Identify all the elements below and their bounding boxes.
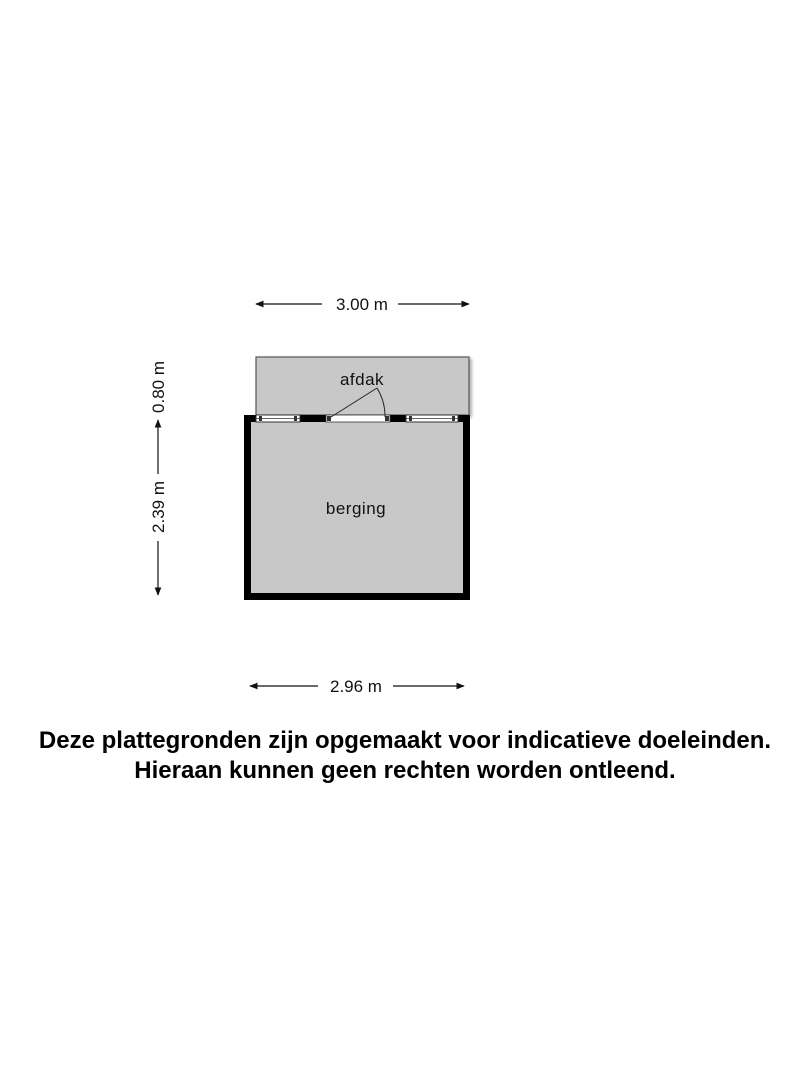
disclaimer-line-1: Deze plattegronden zijn opgemaakt voor indicatieve doeleinden. xyxy=(38,727,772,754)
window-left xyxy=(256,415,300,422)
storage-room xyxy=(244,388,470,600)
dimension-storage-depth xyxy=(149,420,168,595)
window-right xyxy=(406,415,458,422)
disclaimer xyxy=(0,726,810,786)
canopy-area xyxy=(256,357,469,415)
dimension-top-width xyxy=(256,295,469,314)
dimension-canopy-depth-label: 0.80 m xyxy=(149,361,168,413)
wall-top-left-stub xyxy=(244,415,256,422)
storage-label: berging xyxy=(325,499,387,518)
canopy-label: afdak xyxy=(339,370,385,389)
wall-top-pier-left xyxy=(300,415,326,422)
wall-top-right-stub xyxy=(458,415,470,422)
disclaimer-line-2: Hieraan kunnen geen rechten worden ontleend. xyxy=(134,757,676,784)
dimension-bottom-width xyxy=(250,677,464,696)
dimension-top-width-label: 3.00 m xyxy=(336,295,388,314)
wall-top-pier-right xyxy=(390,415,406,422)
dimension-bottom-width-label: 2.96 m xyxy=(330,677,382,696)
wall-right xyxy=(463,415,470,600)
dimension-canopy-depth xyxy=(149,361,168,413)
wall-left xyxy=(244,415,251,600)
dimension-storage-depth-label: 2.39 m xyxy=(149,481,168,533)
wall-bottom xyxy=(244,593,470,600)
